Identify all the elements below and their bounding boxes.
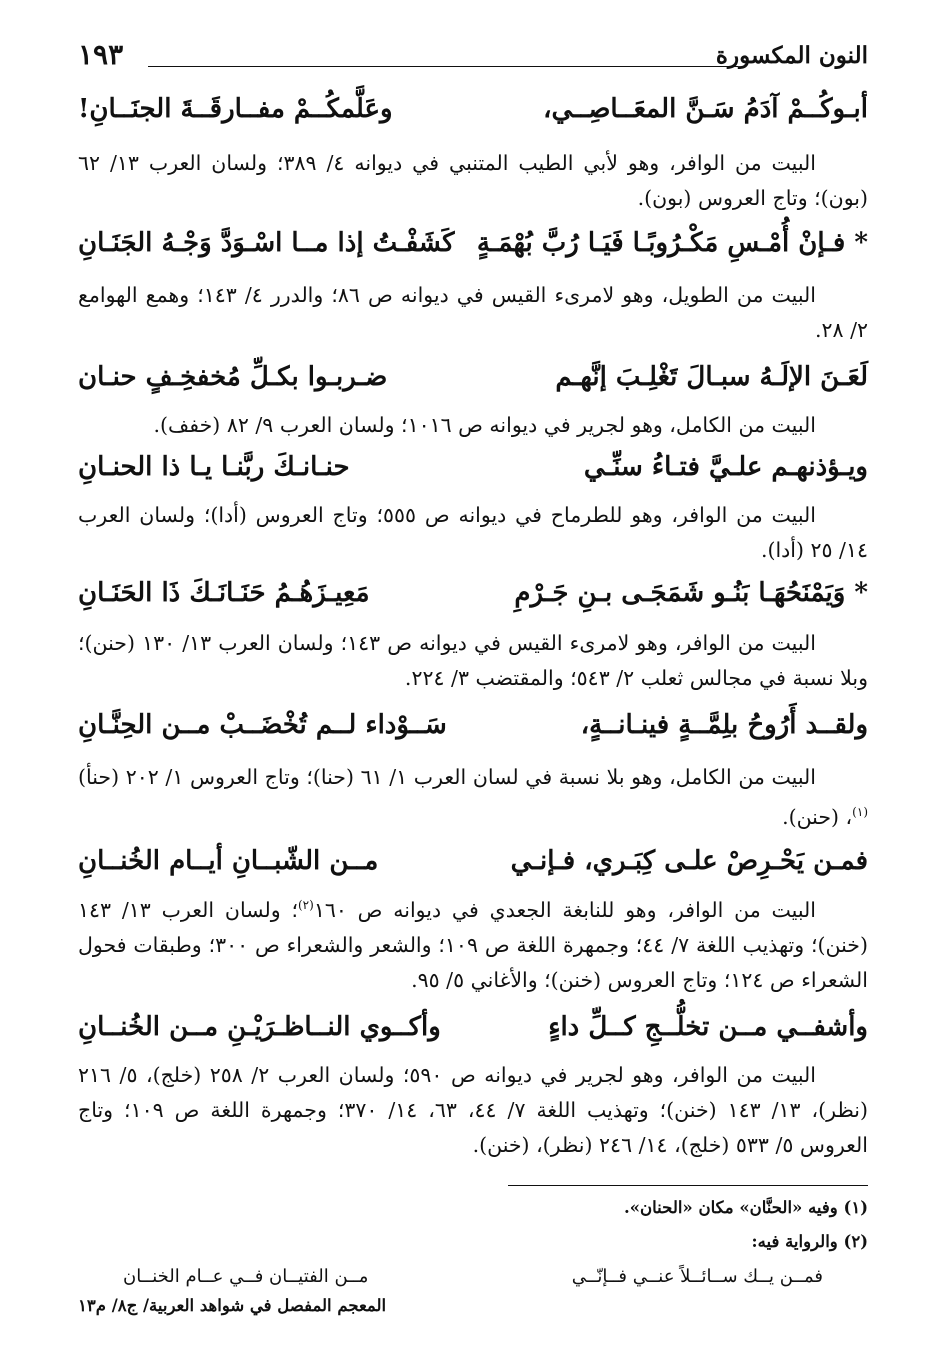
verse-commentary [78,888,868,998]
verse-commentary: البيت من الوافر، وهو للطرماح في ديوانه ص ٥٥٥؛ وتاج العروس (أدا)؛ ولسان العرب ١٤/ ٢٥ (أدا). [78,503,868,562]
verse-line [78,846,868,890]
verse-line [78,228,868,272]
verse-first-hemistich: أبـوكُــمْ آدَمُ سَـنَّ المعَــاصِــي، [543,94,868,124]
verse-commentary: البيت من الوافر، وهو لجرير في ديوانه ص ٥٩٠؛ ولسان العرب ٢/ ٢٥٨ (خلج)، ٥/ ٢١٦ (نظر)، ١٣/ ١٤٣ (خنن)؛ وتهذيب اللغة ٧/ ٤٤، ٦٣، ١٤/ ٣٧٠؛ وجمهرة اللغة ص ١٠٩؛ وتاج العروس ٥/ ٥٣٣ (خلج)، ١٤/ ٢٤٦ (نظر)، (خنن). [78,1063,868,1157]
verse-first-hemistich: * وَيَمْنَحُهَـا بَنُـو شَمَجَـى بـنِ جَـرْمِ [514,578,868,608]
verse-first-hemistich: فمـن يَحْـرِصْ علـى كِبَـري، فـإنـي [510,846,868,876]
commentary-text: ؛ ولسان العرب ١٣/ ١٤٣ (خنن)؛ وتهذيب اللغة ٧/ ٤٤؛ وجمهرة اللغة ص ١٠٩؛ والشعر والشعراء ص ٣٠٠؛ وطبقات فحول الشعراء ص ١٢٤؛ وتاج العروس (خنن)؛ والأغاني ٥/ ٩٥. [78,897,868,992]
verse-first-hemistich: فمــن يــك ســائــلاً عنــي فــإنّــي [571,1266,823,1287]
page-header [78,38,868,78]
chapter-title: النون المكسورة [715,42,868,69]
verse-commentary: البيت من الوافر، وهو لامرىء القيس في ديوانه ص ١٤٣؛ ولسان العرب ١٣/ ١٣٠ (حنن)؛ وبلا نسبة في مجالس ثعلب ٢/ ٥٤٣؛ والمقتضب ٣/ ٢٢٤. [78,631,868,690]
verse-first-hemistich: ويـؤذنهـم علـيَّ فتـاءُ سنِّـي [583,452,868,482]
footnote-separator [508,1185,868,1186]
verse-first-hemistich: وأشفــي مــن تخلُّــجِ كــلِّ داءٍ [548,1012,868,1042]
verse-line [78,1012,868,1056]
verse-commentary: البيت من الوافر، وهو لأبي الطيب المتنبي في ديوانه ٤/ ٣٨٩؛ ولسان العرب ١٣/ ٦٢ (بون)؛ وتاج العروس (بون). [78,151,868,210]
verse-second-hemistich: ضـربـوا بكـلِّ مُخفخِـفٍ حنـان [78,362,388,392]
page-number: ١٩٣ [78,38,124,71]
footnote: (١) وفيه «الحنَّان» مكان «الحنان». [623,1198,868,1217]
verse-line [78,710,868,754]
verse-commentary [78,760,868,835]
verse-second-hemistich: حنـانـكَ ربَّنـا يـا ذا الحنـانِ [78,452,350,482]
footnote-marker: (٢) [297,898,314,912]
commentary-text: البيت من الكامل، وهو بلا نسبة في لسان العرب ١/ ٦١ (حنا)؛ وتاج العروس ١/ ٢٠٢ (حنأ) [78,765,816,789]
footnote-verse [78,1266,868,1296]
footnote-marker: (١) [852,805,868,819]
verse-second-hemistich: مَعِيـزَهُـمُ حَنَـانَـكَ ذَا الحَنَـانِ [78,578,370,608]
verse-first-hemistich: ولقــد أَرُوحُ بلِمَّــةٍ فينـانــةٍ، [580,710,868,740]
header-rule [148,66,738,67]
book-page [78,38,868,1328]
commentary-text: ، (حنن). [782,804,853,829]
verse-line [78,578,868,622]
commentary-text: البيت من الوافر، وهو للنابغة الجعدي في ديوانه ص ١٦٠ [313,897,816,922]
verse-second-hemistich: وعَلَّمكُــمْ مفــارقَــةَ الجنَــانِ! [78,94,393,124]
verse-second-hemistich: وأكــوي النــاظـرَيْـنِ مــن الخُنــانِ [78,1012,441,1042]
book-source-line: المعجم المفصل في شواهد العربية/ ج٨/ م١٣ [78,1296,387,1315]
verse-line [78,94,868,138]
verse-second-hemistich: سَــوْداء لــم تُخْضَــبْ مــن الحِنَّـانِ [78,710,447,740]
verse-commentary: البيت من الطويل، وهو لامرىء القيس في ديوانه ص ٨٦؛ والدرر ٤/ ١٤٣؛ وهمع الهوامع ٢/ ٢٨. [78,283,868,342]
verse-first-hemistich: لَعَـنَ الإلَـهُ سبـالَ تَغْلِـبَ إنَّهـم [555,362,868,392]
verse-second-hemistich: كَشَفْـتُ إذا مــا اسْـوَدَّ وَجْـهُ الجَنَـانِ [78,228,455,258]
verse-line [78,362,868,406]
verse-second-hemistich: مــن الشّبــانِ أيــام الخُنــانِ [78,846,379,876]
verse-first-hemistich: * فـإنْ أُمْـسِ مَكْـرُوبًـا فَيَـا رُبَّ بُهْمَـةٍ [476,228,868,258]
verse-second-hemistich: مــن الفتيــان فــي عــام الخنــان [123,1266,369,1287]
verse-line [78,452,868,496]
footnote: (٢) والرواية فيه: [751,1232,868,1251]
verse-commentary: البيت من الكامل، وهو لجرير في ديوانه ص ١٠١٦؛ ولسان العرب ٩/ ٨٢ (خفف). [153,413,816,437]
